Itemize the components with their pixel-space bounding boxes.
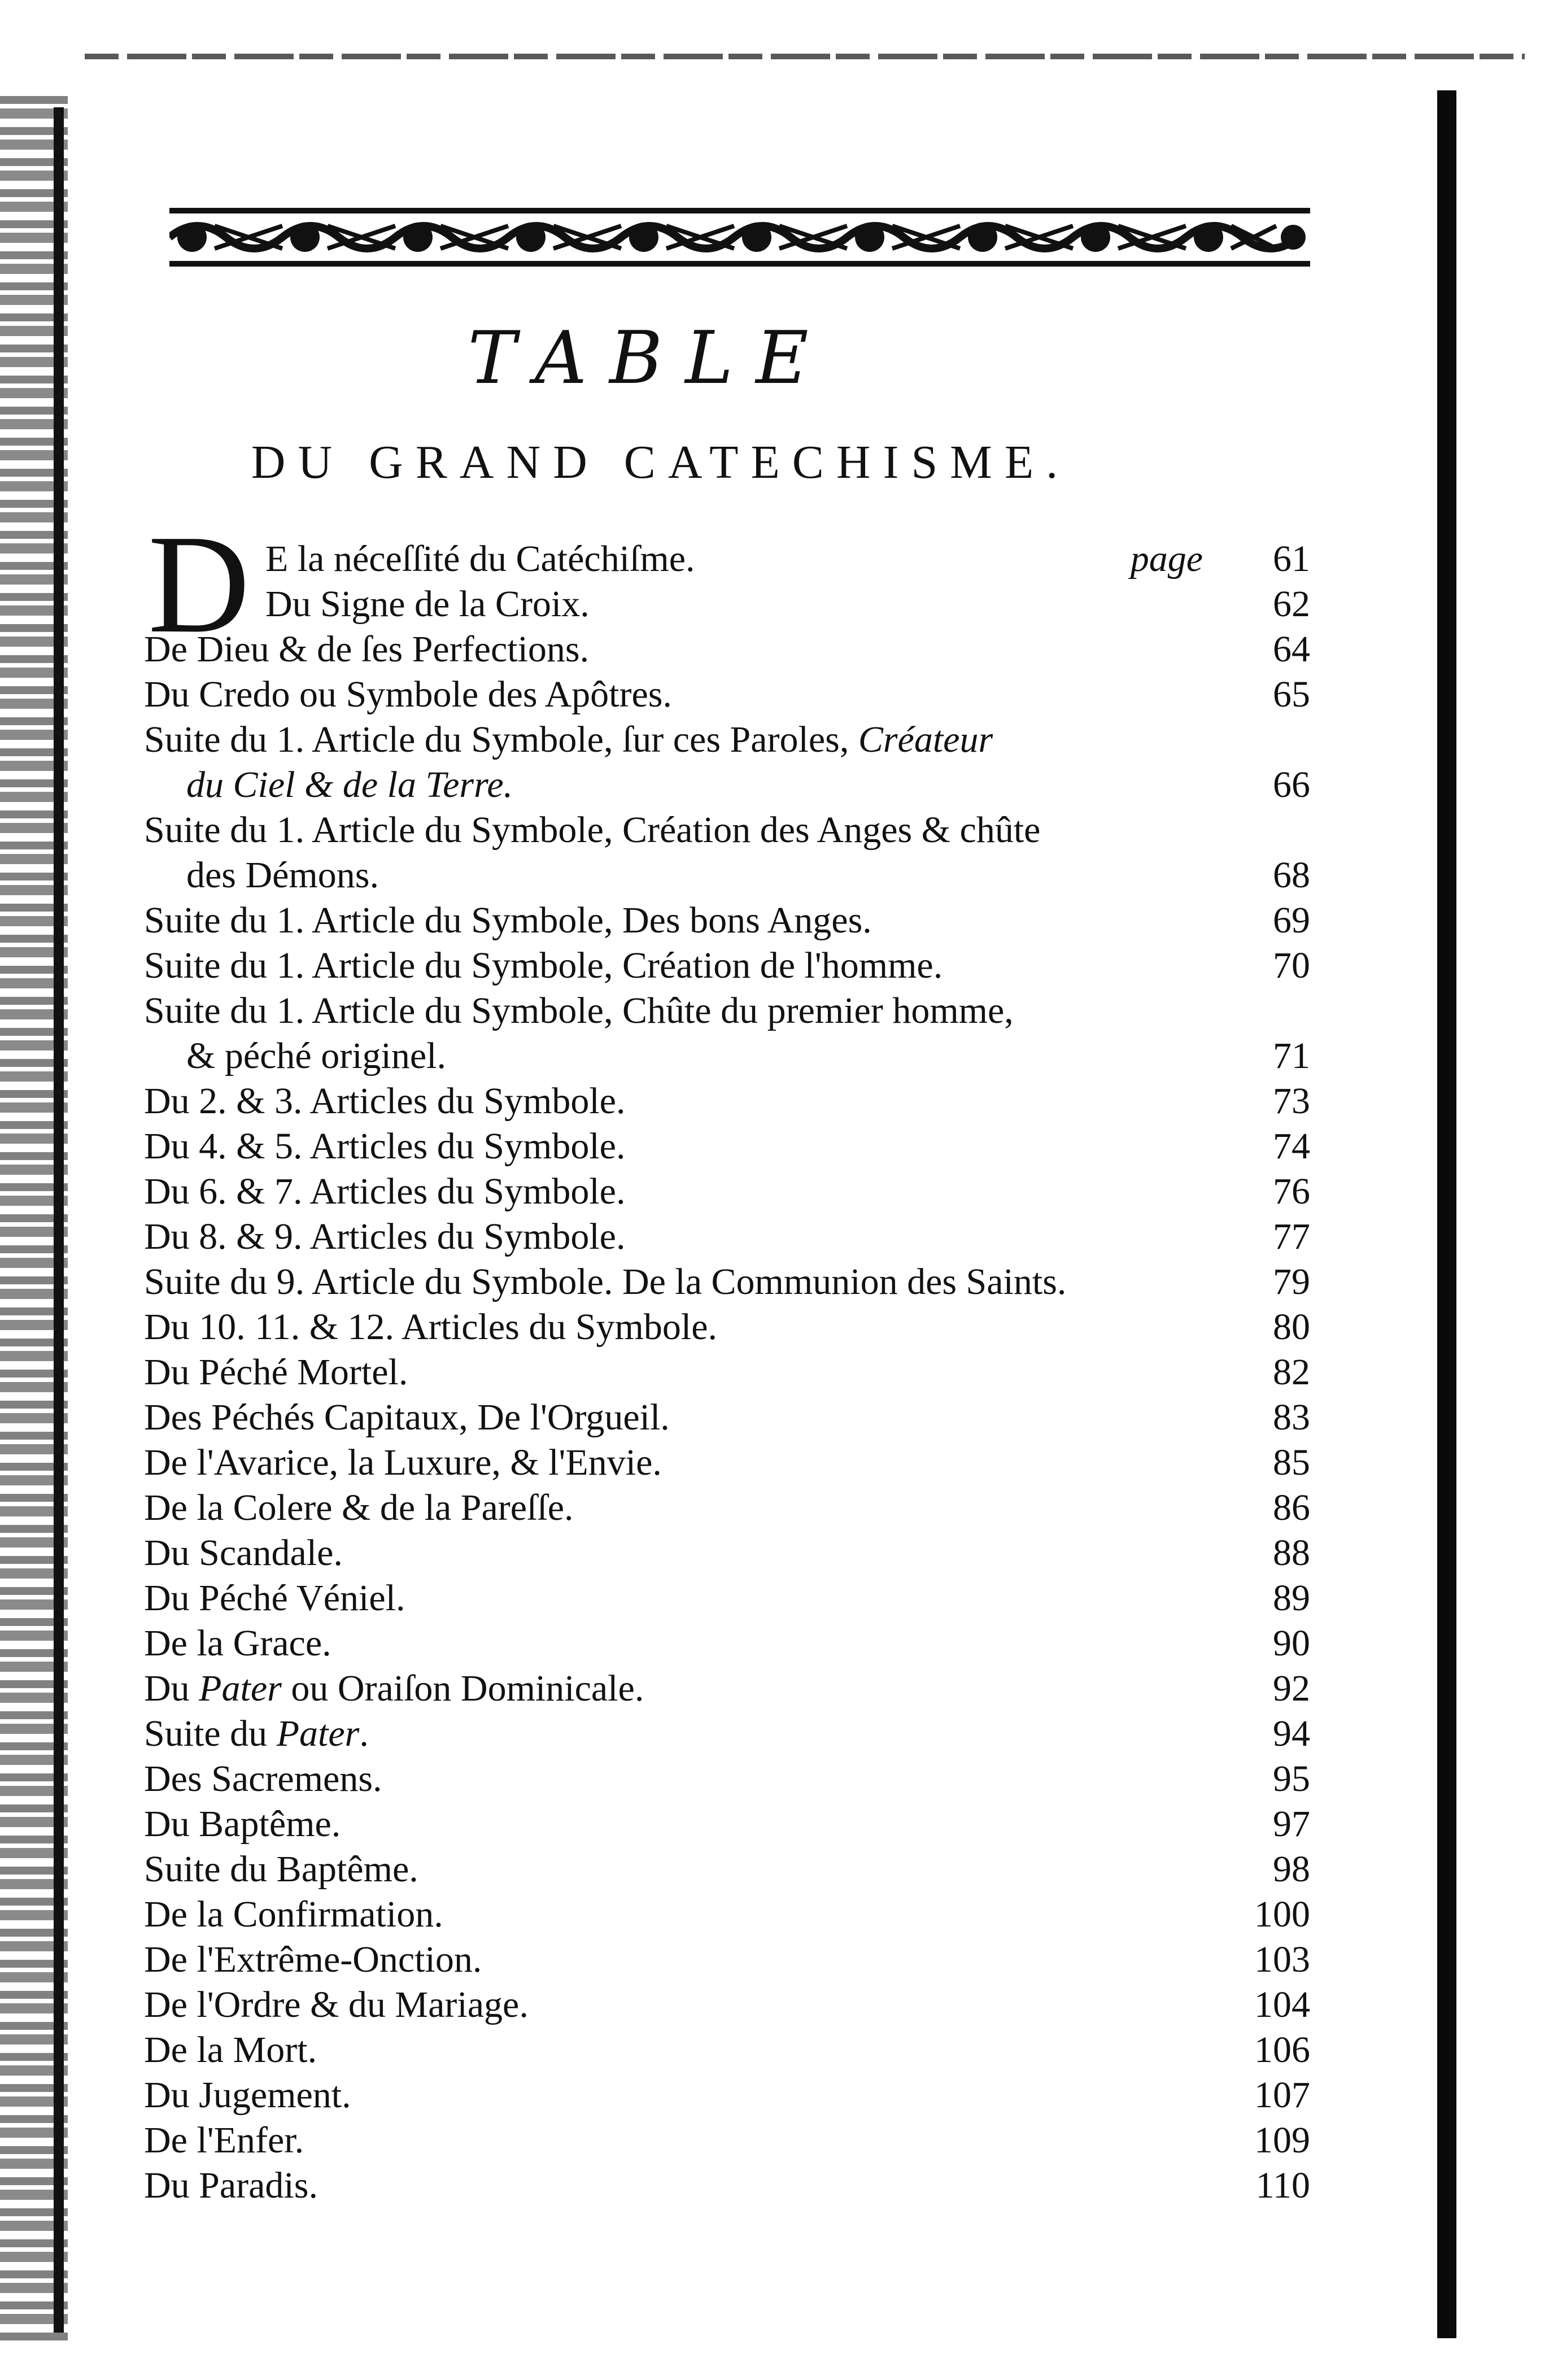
toc-entry-title (144, 1305, 717, 1350)
toc-entry-text: De la Mort. (144, 2029, 317, 2070)
toc-entry-title (144, 898, 872, 943)
toc-entry-text: Du 8. & 9. Articles du Symbole. (144, 1216, 626, 1257)
toc-entry (0, 2028, 1355, 2073)
toc-entry-title (186, 853, 379, 898)
toc-entry (0, 1756, 1355, 1802)
toc-entry-page-number: 86 (1273, 1487, 1310, 1528)
toc-entry (0, 808, 1355, 853)
toc-entry-page-number: 92 (1273, 1668, 1310, 1709)
toc-entry-page-number: 82 (1273, 1352, 1310, 1393)
toc-entry-page-number: 68 (1273, 855, 1310, 896)
toc-entry-title (144, 808, 1040, 853)
toc-entry-title (144, 943, 943, 988)
toc-entry-title (144, 1621, 331, 1666)
toc-entry-text: Suite du 9. Article du Symbole. De la Communion des Saints. (144, 1261, 1067, 1302)
toc-entry (0, 1576, 1355, 1621)
toc-entry-text: Suite du (144, 1713, 277, 1754)
toc-entry-text: Du Baptême. (144, 1803, 341, 1845)
toc-entry-title (186, 762, 513, 808)
toc-entry-page-number: 76 (1273, 1171, 1310, 1212)
toc-entry-text: Du Péché Véniel. (144, 1577, 405, 1619)
toc-entry (0, 943, 1355, 988)
toc-entry (0, 582, 1355, 627)
page-word-label: page (1130, 538, 1203, 579)
toc-entry-page-number: 88 (1273, 1532, 1310, 1573)
toc-entry-text: Suite du 1. Article du Symbole, ſur ces Paroles, (144, 719, 858, 760)
toc-entry-italic-text: du Ciel & de la Terre. (186, 764, 513, 805)
toc-entry (0, 2073, 1355, 2118)
toc-entry-text: E la néceſſité du Catéchiſme. (265, 538, 695, 579)
toc-entry-page-number: 109 (1254, 2120, 1310, 2161)
toc-entry-text: Suite du 1. Article du Symbole, Création de l'homme. (144, 945, 943, 986)
toc-entry (0, 1982, 1355, 2028)
toc-entry-text: Du (144, 1668, 199, 1709)
toc-entry-title (144, 1169, 625, 1214)
toc-entry (0, 1395, 1355, 1440)
toc-entry-title (144, 2163, 318, 2208)
toc-entry-title (144, 2118, 304, 2163)
toc-entry-page-number: 83 (1273, 1397, 1310, 1438)
toc-entry-page-number: 100 (1254, 1894, 1310, 1935)
toc-entry-page-number: 103 (1254, 1939, 1310, 1980)
toc-entry-page-number: 79 (1273, 1261, 1310, 1302)
toc-entry-italic-text: Créateur (858, 719, 993, 760)
toc-entry-text: De l'Extrême-Onction. (144, 1939, 482, 1980)
toc-entry-title (144, 1440, 662, 1485)
toc-entry-title (144, 627, 589, 672)
toc-entry-page-number: 97 (1273, 1803, 1310, 1845)
toc-entry (0, 2118, 1355, 2163)
toc-entry-title (144, 1485, 574, 1531)
decorative-ornament-band (169, 203, 1310, 271)
toc-entry-title (144, 2073, 351, 2118)
toc-entry-title (265, 537, 695, 582)
toc-entry (0, 2163, 1355, 2208)
toc-entry (0, 1305, 1355, 1350)
toc-entry-text: Du 6. & 7. Articles du Symbole. (144, 1171, 626, 1212)
toc-entry-title (144, 1892, 443, 1937)
toc-entry (0, 988, 1355, 1034)
page-top-edge (85, 54, 1525, 59)
toc-entry (0, 1214, 1355, 1259)
toc-entry (0, 1531, 1355, 1576)
toc-entry-title (144, 1079, 625, 1124)
toc-entry (0, 717, 1355, 762)
toc-entry-page-number: 71 (1273, 1035, 1310, 1076)
toc-entry-page-number: 95 (1273, 1758, 1310, 1799)
toc-entry-text: Du Jugement. (144, 2074, 351, 2116)
toc-entry-title (144, 1124, 625, 1169)
toc-entry-title (144, 1982, 529, 2028)
toc-entry-title (144, 1756, 382, 1802)
toc-entry-text: Des Sacremens. (144, 1758, 382, 1799)
toc-entry-text: Du Péché Mortel. (144, 1352, 408, 1393)
drop-cap-letter: D (148, 506, 250, 662)
page-subtitle: DU GRAND CATECHISME. (251, 436, 1071, 489)
toc-entry-text: De l'Enfer. (144, 2120, 304, 2161)
toc-entry (0, 1079, 1355, 1124)
toc-entry-page-number: 66 (1273, 764, 1310, 805)
toc-entry-page-number: 62 (1273, 583, 1310, 625)
toc-entry-page-number: 65 (1273, 674, 1310, 715)
toc-entry-text: De Dieu & de ſes Perfections. (144, 629, 590, 670)
toc-entry (0, 1711, 1355, 1756)
toc-entry-title (144, 2028, 317, 2073)
toc-entry-text: Suite du 1. Article du Symbole, Des bons Anges. (144, 900, 872, 941)
toc-entry-text: Du Paradis. (144, 2165, 318, 2206)
toc-entry-page-number: 73 (1273, 1080, 1310, 1122)
toc-entry-page-number: 77 (1273, 1216, 1310, 1257)
toc-entry-title (144, 1802, 341, 1847)
toc-entry-text-after: ou Oraiſon Dominicale. (281, 1668, 644, 1709)
toc-entry-title (144, 988, 1014, 1034)
toc-entry-title (144, 1711, 369, 1756)
toc-entry (0, 1124, 1355, 1169)
page-right-edge (1437, 90, 1456, 2338)
toc-entry-title (144, 1395, 670, 1440)
toc-entry (0, 537, 1355, 582)
toc-entry-text: De l'Avarice, la Luxure, & l'Envie. (144, 1442, 662, 1483)
toc-entry-text: Du Scandale. (144, 1532, 343, 1573)
toc-entry (0, 1937, 1355, 1982)
toc-entry (0, 1802, 1355, 1847)
toc-entry-page-number: 64 (1273, 629, 1310, 670)
toc-entry-title (265, 582, 590, 627)
toc-entry (0, 1259, 1355, 1305)
toc-entry-title (144, 717, 993, 762)
table-of-contents (0, 537, 1355, 2208)
toc-entry (0, 762, 1355, 808)
toc-entry (0, 898, 1355, 943)
toc-entry (0, 1350, 1355, 1395)
toc-entry (0, 1034, 1355, 1079)
toc-entry-text: Suite du 1. Article du Symbole, Chûte du premier homme, (144, 990, 1014, 1031)
toc-entry-title (144, 1214, 625, 1259)
toc-entry-page-number: 61 (1273, 538, 1310, 579)
toc-entry-page-number: 85 (1273, 1442, 1310, 1483)
toc-entry-text: Du 2. & 3. Articles du Symbole. (144, 1080, 626, 1122)
toc-entry-text: De la Grace. (144, 1623, 331, 1664)
toc-entry-text: Du Credo ou Symbole des Apôtres. (144, 674, 672, 715)
toc-entry (0, 1892, 1355, 1937)
toc-entry-title (144, 1350, 408, 1395)
toc-entry-italic-text: Pater (199, 1668, 282, 1709)
toc-entry (0, 672, 1355, 717)
toc-entry-page-number: 89 (1273, 1577, 1310, 1619)
toc-entry-page-number: 106 (1254, 2029, 1310, 2070)
toc-entry-text: Suite du Baptême. (144, 1849, 418, 1890)
toc-entry-title (144, 1576, 405, 1621)
toc-entry-page-number: 70 (1273, 945, 1310, 986)
toc-entry-text: Du 4. & 5. Articles du Symbole. (144, 1126, 626, 1167)
toc-entry-page-number: 74 (1273, 1126, 1310, 1167)
toc-entry-title (144, 1531, 343, 1576)
toc-entry-page-number: 110 (1255, 2165, 1310, 2206)
toc-entry-text: Du Signe de la Croix. (265, 583, 590, 625)
toc-entry-page-number: 90 (1273, 1623, 1310, 1664)
toc-entry (0, 1847, 1355, 1892)
toc-entry (0, 1169, 1355, 1214)
toc-entry-text: De la Colere & de la Pareſſe. (144, 1487, 574, 1528)
toc-entry-title (144, 1259, 1066, 1305)
toc-entry-text: & péché originel. (186, 1035, 447, 1076)
toc-entry (0, 1485, 1355, 1531)
toc-entry-text: des Démons. (186, 855, 379, 896)
page-title: TABLE (468, 316, 831, 400)
toc-entry-italic-text: Pater (276, 1713, 360, 1754)
toc-entry-text: De l'Ordre & du Mariage. (144, 1984, 529, 2025)
toc-entry-title (186, 1034, 446, 1079)
toc-entry-page-number: 94 (1273, 1713, 1310, 1754)
toc-entry-page-number: 69 (1273, 900, 1310, 941)
toc-entry (0, 1666, 1355, 1711)
toc-entry-text: Du 10. 11. & 12. Articles du Symbole. (144, 1306, 718, 1348)
toc-entry (0, 853, 1355, 898)
toc-entry-title (144, 1937, 482, 1982)
toc-entry (0, 1440, 1355, 1485)
toc-entry-text: Suite du 1. Article du Symbole, Création des Anges & chûte (144, 809, 1041, 851)
toc-entry-page-number: 107 (1254, 2074, 1310, 2116)
toc-entry (0, 627, 1355, 672)
toc-entry-page-number: 98 (1273, 1849, 1310, 1890)
toc-entry-title (144, 672, 672, 717)
toc-entry-text: De la Confirmation. (144, 1894, 443, 1935)
toc-entry (0, 1621, 1355, 1666)
toc-entry-page-number: 104 (1254, 1984, 1310, 2025)
toc-entry-title (144, 1666, 644, 1711)
toc-entry-page-number: 80 (1273, 1306, 1310, 1348)
toc-entry-text: Des Péchés Capitaux, De l'Orgueil. (144, 1397, 670, 1438)
toc-entry-title (144, 1847, 418, 1892)
toc-entry-text-after: . (359, 1713, 369, 1754)
